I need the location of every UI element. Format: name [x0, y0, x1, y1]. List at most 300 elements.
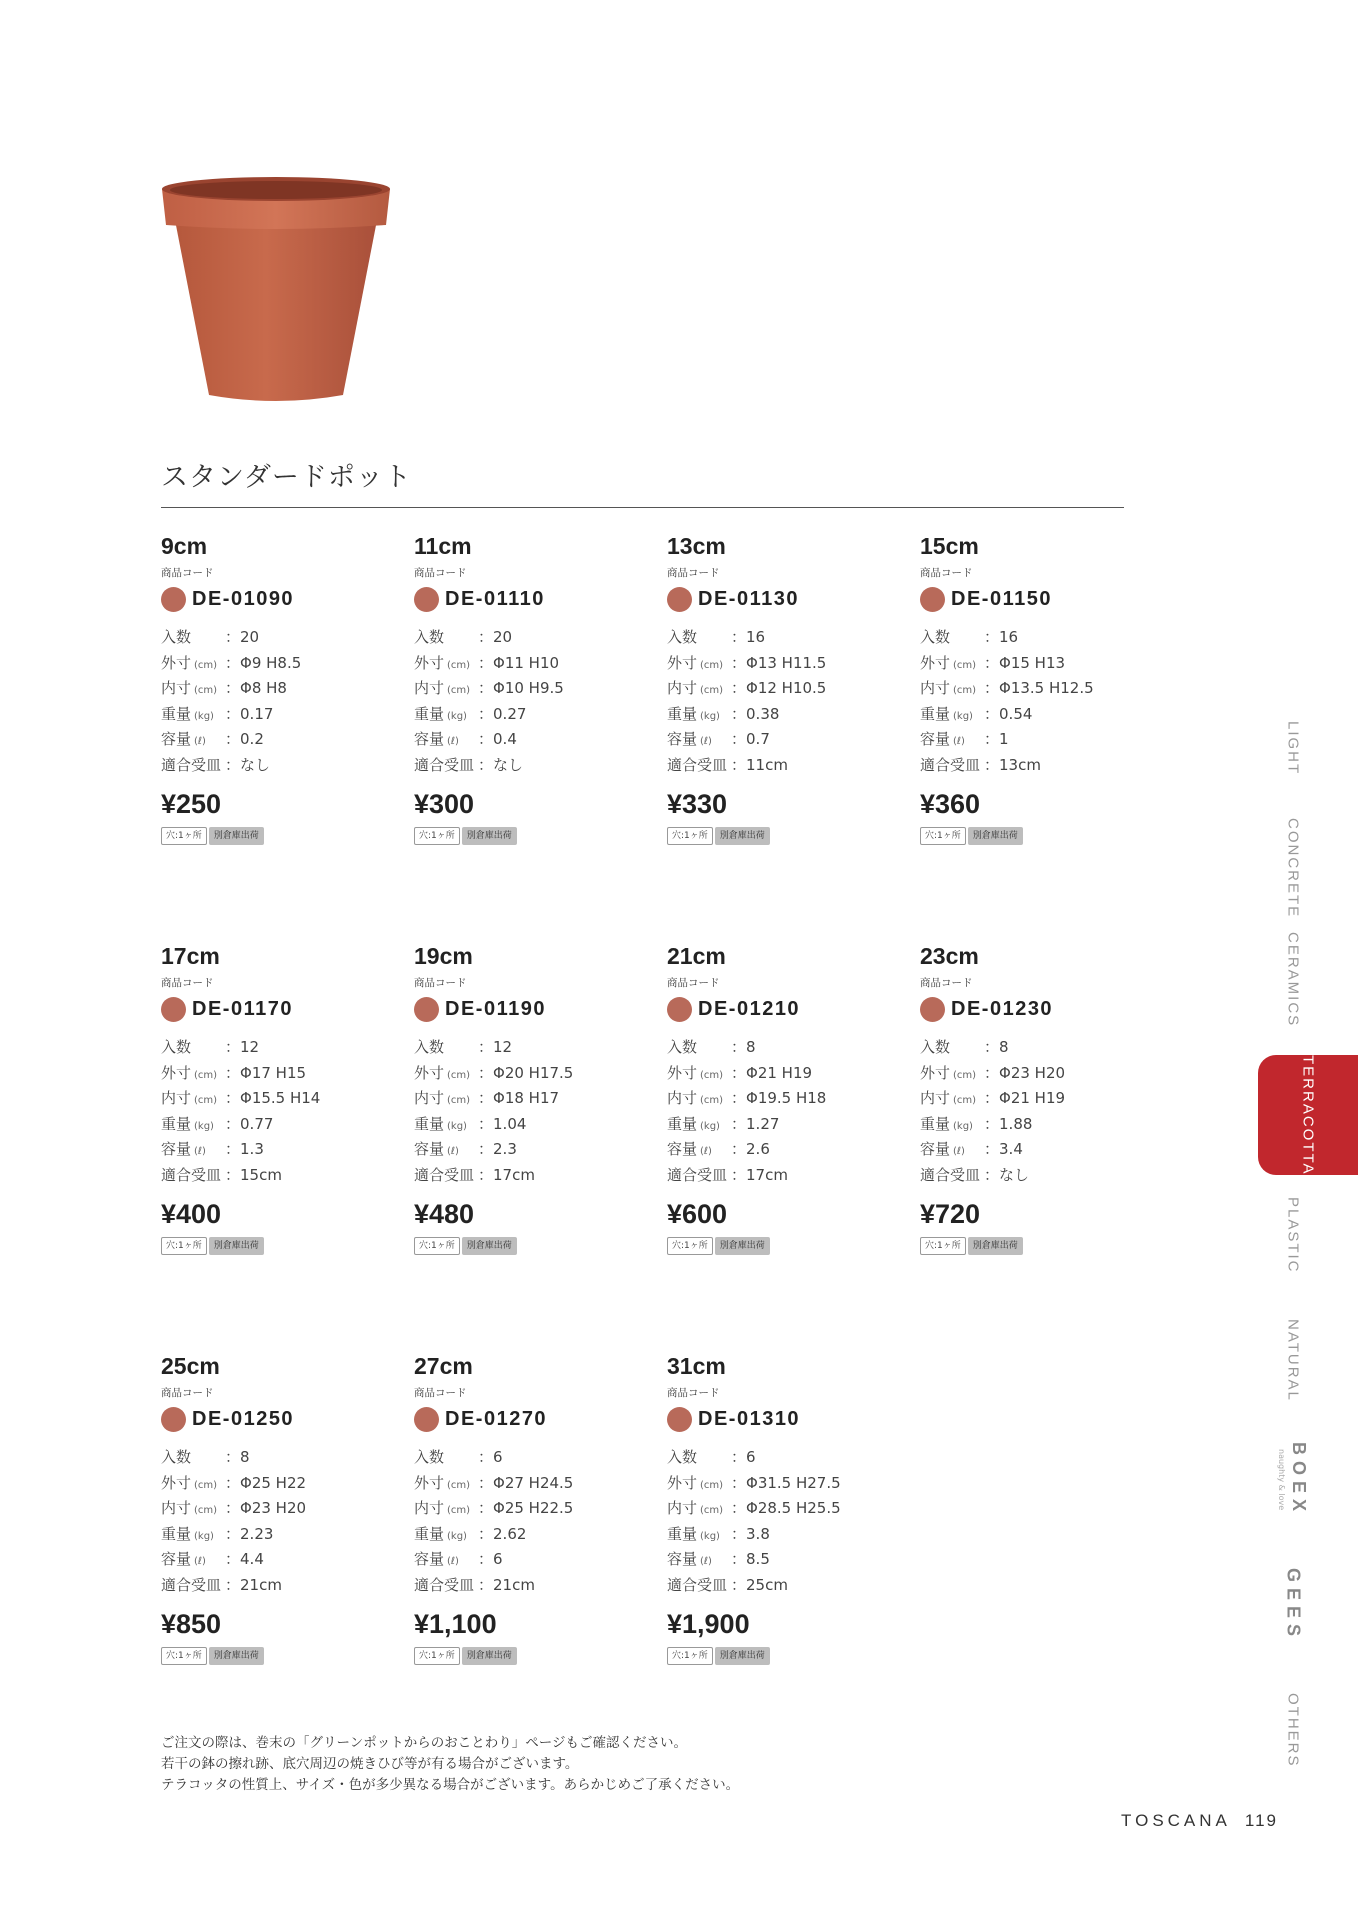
spec-qty: 入数 ： 6	[667, 1445, 907, 1471]
spec-label: 重量	[161, 704, 192, 723]
color-swatch	[414, 1407, 439, 1432]
spec-value: 0.27	[493, 704, 527, 723]
spec-value: 0.54	[999, 704, 1033, 723]
spec-value: Φ12 H10.5	[746, 679, 827, 697]
spec-unit: (kg)	[447, 1530, 467, 1542]
spec-label: 重量	[920, 1114, 951, 1133]
drain-hole-tag: 穴:1ヶ所	[161, 1237, 207, 1255]
spec-outer: 外寸 (cm) ： Φ31.5 H27.5	[667, 1471, 907, 1497]
product-size: 21cm	[667, 943, 726, 969]
spec-label: 内寸	[920, 679, 951, 697]
spec-unit: (ℓ)	[700, 1556, 712, 1567]
spec-label: 入数	[667, 628, 698, 646]
spec-outer: 外寸 (cm) ： Φ23 H20	[920, 1061, 1160, 1087]
product-code: DE-01270	[445, 1407, 548, 1430]
spec-value: Φ17 H15	[240, 1063, 307, 1082]
spec-value: 25cm	[746, 1575, 788, 1594]
spec-unit: (cm)	[953, 685, 977, 696]
spec-saucer: 適合受皿 ： 25cm	[667, 1573, 907, 1599]
product-code: DE-01150	[951, 587, 1052, 610]
spec-label: 重量	[920, 704, 951, 723]
product-size: 23cm	[920, 943, 979, 969]
product-size: 27cm	[414, 1353, 473, 1379]
code-row	[667, 1403, 907, 1435]
spec-label: 内寸	[161, 679, 192, 697]
spec-value: Φ13 H11.5	[746, 653, 827, 672]
code-label: 商品コード	[414, 567, 467, 579]
product-code: DE-01090	[192, 587, 295, 610]
code-row	[414, 1403, 654, 1435]
spec-label: 外寸	[920, 653, 951, 672]
spec-value: 20	[493, 628, 513, 646]
spec-unit: (ℓ)	[700, 736, 712, 747]
spec-unit: (kg)	[700, 1530, 720, 1542]
spec-list	[920, 625, 1160, 778]
color-swatch	[161, 997, 186, 1022]
spec-qty: 入数 ： 12	[414, 1035, 654, 1061]
color-swatch	[161, 1407, 186, 1432]
spec-value: Φ11 H10	[493, 653, 560, 672]
side-tab-label: TERRACOTTA	[1299, 1054, 1317, 1176]
spec-value: 8	[240, 1448, 250, 1466]
side-tab-label: CONCRETE	[1284, 817, 1302, 919]
spec-inner: 内寸 (cm) ： Φ19.5 H18	[667, 1086, 907, 1112]
code-row	[161, 993, 401, 1025]
spec-weight: 重量 (kg) ： 3.8	[667, 1522, 907, 1548]
side-tab-terracotta[interactable]	[1258, 1055, 1358, 1175]
side-tab-label: NATURAL	[1284, 1318, 1302, 1402]
spec-outer: 外寸 (cm) ： Φ21 H19	[667, 1061, 907, 1087]
shipping-tag: 別倉庫出荷	[462, 827, 517, 845]
spec-value: 2.23	[240, 1524, 274, 1543]
spec-unit: (cm)	[700, 1505, 724, 1516]
spec-unit: (cm)	[700, 1069, 724, 1081]
drain-hole-tag: 穴:1ヶ所	[414, 827, 460, 845]
side-tab-label: GEES	[1283, 1567, 1304, 1643]
spec-outer: 外寸 (cm) ： Φ15 H13	[920, 651, 1160, 677]
spec-saucer: 適合受皿 ： 15cm	[161, 1163, 401, 1189]
side-tab-label: BOEX	[1289, 1442, 1309, 1518]
spec-volume: 容量 (ℓ) ： 6	[414, 1547, 654, 1573]
pot-photo	[160, 175, 392, 403]
code-row	[667, 583, 907, 615]
spec-label: 適合受皿	[161, 1165, 222, 1184]
tag-row	[414, 1647, 654, 1665]
spec-label: 重量	[667, 1114, 698, 1133]
spec-value: Φ9 H8.5	[240, 653, 302, 672]
spec-label: 重量	[414, 1114, 445, 1133]
spec-value: 12	[240, 1038, 260, 1056]
spec-value: 17cm	[746, 1165, 788, 1184]
product-card	[920, 530, 1160, 845]
tag-row	[920, 827, 1160, 845]
spec-label: 外寸	[414, 1473, 445, 1492]
spec-label: 外寸	[161, 1063, 192, 1082]
product-price: ¥300	[414, 789, 475, 819]
spec-unit: (cm)	[194, 1095, 218, 1106]
spec-outer: 外寸 (cm) ： Φ27 H24.5	[414, 1471, 654, 1497]
spec-label: 容量	[414, 730, 445, 748]
note-line: ご注文の際は、巻末の「グリーンポットからのおことわり」ページもご確認ください。	[161, 1735, 687, 1751]
spec-qty: 入数 ： 12	[161, 1035, 401, 1061]
product-code: DE-01250	[192, 1407, 295, 1430]
spec-unit: (cm)	[194, 685, 218, 696]
spec-weight: 重量 (kg) ： 0.17	[161, 702, 401, 728]
spec-unit: (cm)	[194, 1069, 218, 1081]
spec-value: 1.88	[999, 1114, 1033, 1133]
spec-qty: 入数 ： 20	[161, 625, 401, 651]
spec-value: 11cm	[746, 755, 788, 774]
spec-label: 重量	[667, 1524, 698, 1543]
spec-label: 外寸	[414, 1063, 445, 1082]
spec-value: 16	[999, 628, 1019, 646]
spec-qty: 入数 ： 8	[161, 1445, 401, 1471]
spec-value: Φ10 H9.5	[493, 679, 564, 697]
spec-list	[667, 1445, 907, 1598]
spec-value: なし	[240, 755, 271, 774]
product-size: 11cm	[414, 533, 472, 559]
spec-value: 3.8	[746, 1524, 770, 1543]
spec-label: 入数	[414, 628, 445, 646]
spec-label: 容量	[667, 1140, 698, 1158]
spec-label: 重量	[161, 1114, 192, 1133]
spec-value: 20	[240, 628, 260, 646]
code-label: 商品コード	[667, 1387, 720, 1399]
tag-row	[161, 1647, 401, 1665]
spec-inner: 内寸 (cm) ： Φ28.5 H25.5	[667, 1496, 907, 1522]
product-code: DE-01110	[445, 587, 545, 610]
side-tab-sublabel: naughty & love	[1277, 1449, 1286, 1511]
spec-inner: 内寸 (cm) ： Φ15.5 H14	[161, 1086, 401, 1112]
spec-value: Φ19.5 H18	[746, 1089, 827, 1107]
spec-value: 0.17	[240, 704, 274, 723]
spec-list	[667, 625, 907, 778]
tag-row	[161, 827, 401, 845]
spec-label: 内寸	[161, 1089, 192, 1107]
spec-unit: (cm)	[447, 685, 471, 696]
product-size: 17cm	[161, 943, 220, 969]
shipping-tag: 別倉庫出荷	[462, 1237, 517, 1255]
spec-label: 内寸	[667, 1089, 698, 1107]
spec-unit: (cm)	[700, 659, 724, 671]
notes	[161, 1733, 739, 1796]
title-divider	[161, 507, 1124, 508]
spec-unit: (cm)	[953, 1069, 977, 1081]
side-tab-plastic[interactable]	[1258, 1195, 1328, 1275]
spec-unit: (ℓ)	[194, 1146, 206, 1157]
spec-unit: (ℓ)	[953, 736, 965, 747]
product-card	[414, 940, 654, 1255]
spec-unit: (kg)	[447, 1120, 467, 1132]
drain-hole-tag: 穴:1ヶ所	[667, 827, 713, 845]
spec-value: 0.77	[240, 1114, 274, 1133]
shipping-tag: 別倉庫出荷	[715, 1237, 770, 1255]
product-size: 19cm	[414, 943, 473, 969]
product-card	[667, 940, 907, 1255]
spec-inner: 内寸 (cm) ： Φ21 H19	[920, 1086, 1160, 1112]
spec-inner: 内寸 (cm) ： Φ23 H20	[161, 1496, 401, 1522]
spec-saucer: 適合受皿 ： 17cm	[667, 1163, 907, 1189]
spec-list	[161, 1445, 401, 1598]
spec-label: 外寸	[161, 1473, 192, 1492]
spec-value: 16	[746, 628, 766, 646]
code-row	[920, 583, 1160, 615]
spec-outer: 外寸 (cm) ： Φ25 H22	[161, 1471, 401, 1497]
drain-hole-tag: 穴:1ヶ所	[667, 1237, 713, 1255]
code-label: 商品コード	[414, 977, 467, 989]
spec-inner: 内寸 (cm) ： Φ12 H10.5	[667, 676, 907, 702]
spec-weight: 重量 (kg) ： 2.23	[161, 1522, 401, 1548]
spec-value: 8	[746, 1038, 756, 1056]
side-tab-natural[interactable]	[1258, 1315, 1328, 1405]
spec-unit: (kg)	[194, 1120, 214, 1132]
code-row	[414, 993, 654, 1025]
drain-hole-tag: 穴:1ヶ所	[414, 1647, 460, 1665]
spec-unit: (kg)	[953, 1120, 973, 1132]
code-label: 商品コード	[920, 977, 973, 989]
spec-label: 容量	[161, 1140, 192, 1158]
code-row	[161, 1403, 401, 1435]
spec-volume: 容量 (ℓ) ： 1.3	[161, 1137, 401, 1163]
spec-value: 0.38	[746, 704, 780, 723]
color-swatch	[414, 587, 439, 612]
spec-label: 適合受皿	[920, 755, 981, 774]
spec-inner: 内寸 (cm) ： Φ10 H9.5	[414, 676, 654, 702]
side-tab-label: CERAMICS	[1284, 932, 1302, 1028]
spec-label: 外寸	[667, 653, 698, 672]
spec-unit: (kg)	[700, 710, 720, 722]
product-size: 9cm	[161, 533, 208, 559]
spec-outer: 外寸 (cm) ： Φ13 H11.5	[667, 651, 907, 677]
product-price: ¥400	[161, 1199, 222, 1229]
spec-value: 1.3	[240, 1140, 264, 1158]
spec-outer: 外寸 (cm) ： Φ20 H17.5	[414, 1061, 654, 1087]
spec-list	[920, 1035, 1160, 1188]
spec-value: Φ18 H17	[493, 1089, 560, 1107]
spec-value: なし	[999, 1165, 1030, 1184]
spec-unit: (cm)	[700, 685, 724, 696]
spec-volume: 容量 (ℓ) ： 0.4	[414, 727, 654, 753]
spec-label: 外寸	[414, 653, 445, 672]
spec-weight: 重量 (kg) ： 1.27	[667, 1112, 907, 1138]
spec-label: 適合受皿	[414, 1165, 475, 1184]
tag-row	[920, 1237, 1160, 1255]
drain-hole-tag: 穴:1ヶ所	[414, 1237, 460, 1255]
shipping-tag: 別倉庫出荷	[968, 1237, 1023, 1255]
code-label: 商品コード	[161, 1387, 214, 1399]
spec-volume: 容量 (ℓ) ： 0.2	[161, 727, 401, 753]
spec-value: 8	[999, 1038, 1009, 1056]
spec-volume: 容量 (ℓ) ： 2.3	[414, 1137, 654, 1163]
spec-label: 外寸	[161, 653, 192, 672]
product-price: ¥1,900	[667, 1609, 750, 1639]
color-swatch	[920, 587, 945, 612]
spec-volume: 容量 (ℓ) ： 0.7	[667, 727, 907, 753]
spec-value: Φ23 H20	[999, 1063, 1066, 1082]
color-swatch	[667, 997, 692, 1022]
page-number: 119	[1244, 1811, 1278, 1830]
spec-value: Φ25 H22	[240, 1473, 307, 1492]
spec-value: Φ28.5 H25.5	[746, 1499, 841, 1517]
spec-label: 適合受皿	[667, 755, 728, 774]
product-card	[414, 1350, 654, 1665]
spec-unit: (ℓ)	[447, 736, 459, 747]
spec-unit: (ℓ)	[953, 1146, 965, 1157]
spec-label: 適合受皿	[920, 1165, 981, 1184]
spec-label: 内寸	[414, 1089, 445, 1107]
spec-label: 適合受皿	[667, 1165, 728, 1184]
spec-value: 6	[746, 1448, 756, 1466]
spec-label: 適合受皿	[667, 1575, 728, 1594]
spec-value: 15cm	[240, 1165, 282, 1184]
spec-label: 入数	[161, 628, 192, 646]
spec-unit: (kg)	[194, 1530, 214, 1542]
spec-outer: 外寸 (cm) ： Φ11 H10	[414, 651, 654, 677]
spec-unit: (ℓ)	[194, 1556, 206, 1567]
color-swatch	[667, 1407, 692, 1432]
side-tab-concrete[interactable]	[1258, 818, 1328, 918]
note-line: 若干の鉢の擦れ跡、底穴周辺の焼きひび等が有る場合がございます。	[161, 1756, 579, 1772]
spec-value: Φ25 H22.5	[493, 1499, 574, 1517]
spec-label: 重量	[414, 704, 445, 723]
spec-volume: 容量 (ℓ) ： 1	[920, 727, 1160, 753]
product-size: 25cm	[161, 1353, 220, 1379]
spec-qty: 入数 ： 16	[667, 625, 907, 651]
color-swatch	[667, 587, 692, 612]
product-size: 31cm	[667, 1353, 726, 1379]
spec-value: 1.04	[493, 1114, 527, 1133]
code-label: 商品コード	[667, 567, 720, 579]
spec-value: Φ21 H19	[999, 1089, 1066, 1107]
color-swatch	[161, 587, 186, 612]
side-tab-light[interactable]	[1258, 718, 1328, 778]
spec-label: 内寸	[161, 1499, 192, 1517]
spec-label: 容量	[161, 1550, 192, 1568]
product-price: ¥330	[667, 789, 728, 819]
spec-saucer: 適合受皿 ： なし	[920, 1163, 1160, 1189]
spec-weight: 重量 (kg) ： 0.38	[667, 702, 907, 728]
spec-outer: 外寸 (cm) ： Φ17 H15	[161, 1061, 401, 1087]
spec-list	[161, 1035, 401, 1188]
spec-inner: 内寸 (cm) ： Φ8 H8	[161, 676, 401, 702]
side-tab-boex[interactable]	[1258, 1435, 1328, 1525]
spec-saucer: 適合受皿 ： 21cm	[414, 1573, 654, 1599]
spec-label: 入数	[414, 1038, 445, 1056]
spec-weight: 重量 (kg) ： 0.54	[920, 702, 1160, 728]
product-card	[161, 1350, 401, 1665]
spec-value: Φ15 H13	[999, 653, 1066, 672]
product-card	[161, 530, 401, 845]
side-tab-others[interactable]	[1258, 1690, 1328, 1770]
spec-value: 2.62	[493, 1524, 527, 1543]
spec-label: 容量	[161, 730, 192, 748]
spec-value: Φ27 H24.5	[493, 1473, 574, 1492]
spec-value: 0.4	[493, 730, 517, 748]
product-price: ¥600	[667, 1199, 728, 1229]
drain-hole-tag: 穴:1ヶ所	[920, 827, 966, 845]
tag-row	[667, 1237, 907, 1255]
drain-hole-tag: 穴:1ヶ所	[920, 1237, 966, 1255]
product-price: ¥850	[161, 1609, 222, 1639]
footer-brand: TOSCANA	[1121, 1811, 1231, 1830]
product-code: DE-01130	[698, 587, 799, 610]
spec-qty: 入数 ： 8	[920, 1035, 1160, 1061]
spec-value: 2.6	[746, 1140, 770, 1158]
spec-saucer: 適合受皿 ： 21cm	[161, 1573, 401, 1599]
spec-unit: (kg)	[194, 710, 214, 722]
spec-value: 6	[493, 1448, 503, 1466]
spec-value: Φ21 H19	[746, 1063, 813, 1082]
footer	[1121, 1811, 1278, 1831]
spec-saucer: 適合受皿 ： 11cm	[667, 753, 907, 779]
side-tab-gees[interactable]	[1258, 1560, 1328, 1650]
product-code: DE-01190	[445, 997, 546, 1020]
spec-saucer: 適合受皿 ： 13cm	[920, 753, 1160, 779]
product-size: 15cm	[920, 533, 979, 559]
spec-qty: 入数 ： 20	[414, 625, 654, 651]
tag-row	[667, 1647, 907, 1665]
spec-label: 容量	[667, 1550, 698, 1568]
spec-label: 内寸	[414, 679, 445, 697]
spec-volume: 容量 (ℓ) ： 8.5	[667, 1547, 907, 1573]
spec-outer: 外寸 (cm) ： Φ9 H8.5	[161, 651, 401, 677]
spec-weight: 重量 (kg) ： 1.04	[414, 1112, 654, 1138]
spec-unit: (cm)	[194, 659, 218, 671]
product-code: DE-01210	[698, 997, 801, 1020]
spec-unit: (cm)	[447, 1479, 471, 1491]
spec-weight: 重量 (kg) ： 1.88	[920, 1112, 1160, 1138]
product-code: DE-01310	[698, 1407, 801, 1430]
note-line: テラコッタの性質上、サイズ・色が多少異なる場合がございます。あらかじめご了承ください。	[161, 1777, 740, 1793]
spec-label: 容量	[414, 1550, 445, 1568]
spec-label: 容量	[667, 730, 698, 748]
spec-value: なし	[493, 755, 524, 774]
spec-value: 0.7	[746, 730, 770, 748]
spec-label: 外寸	[667, 1063, 698, 1082]
product-card	[161, 940, 401, 1255]
shipping-tag: 別倉庫出荷	[209, 827, 264, 845]
spec-label: 適合受皿	[161, 1575, 222, 1594]
spec-label: 入数	[667, 1448, 698, 1466]
spec-value: 2.3	[493, 1140, 517, 1158]
drain-hole-tag: 穴:1ヶ所	[161, 827, 207, 845]
spec-list	[667, 1035, 907, 1188]
product-price: ¥250	[161, 789, 222, 819]
spec-label: 容量	[920, 1140, 951, 1158]
spec-list	[414, 1035, 654, 1188]
product-card	[414, 530, 654, 845]
code-row	[161, 583, 401, 615]
drain-hole-tag: 穴:1ヶ所	[667, 1647, 713, 1665]
spec-value: 13cm	[999, 755, 1041, 774]
spec-weight: 重量 (kg) ： 0.77	[161, 1112, 401, 1138]
tag-row	[414, 1237, 654, 1255]
spec-label: 入数	[920, 628, 951, 646]
spec-saucer: 適合受皿 ： なし	[414, 753, 654, 779]
spec-unit: (ℓ)	[700, 1146, 712, 1157]
code-label: 商品コード	[920, 567, 973, 579]
spec-value: 17cm	[493, 1165, 535, 1184]
side-tab-ceramics[interactable]	[1258, 930, 1328, 1030]
spec-saucer: 適合受皿 ： 17cm	[414, 1163, 654, 1189]
spec-unit: (cm)	[447, 1095, 471, 1106]
code-label: 商品コード	[161, 567, 214, 579]
product-price: ¥1,100	[414, 1609, 497, 1639]
product-price: ¥360	[920, 789, 981, 819]
code-row	[414, 583, 654, 615]
page-title: スタンダードポット	[161, 462, 412, 493]
spec-volume: 容量 (ℓ) ： 3.4	[920, 1137, 1160, 1163]
